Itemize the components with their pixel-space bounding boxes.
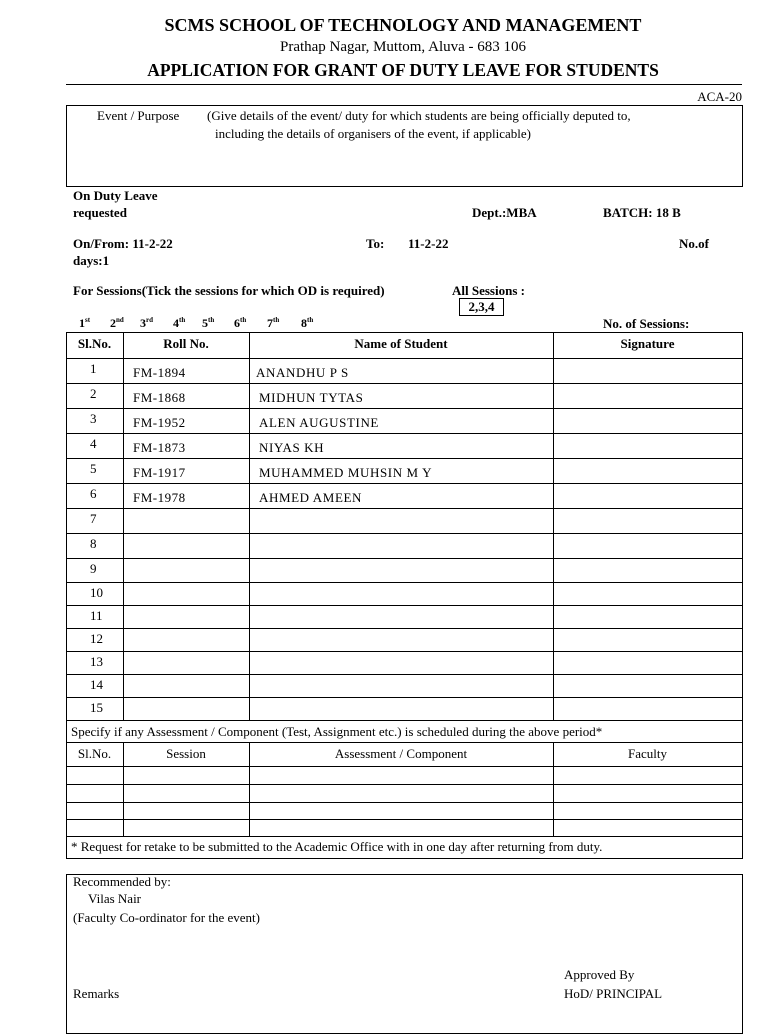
table-column-rule [249, 332, 250, 720]
batch: BATCH: 18 B [603, 205, 681, 220]
coordinator-label: (Faculty Co-ordinator for the event) [73, 910, 260, 925]
row-sl-no: 12 [90, 631, 103, 646]
recommendation-box [66, 874, 743, 1034]
row-sl-no: 15 [90, 700, 103, 715]
form-code: ACA-20 [697, 89, 742, 104]
table-rule [66, 358, 743, 359]
table-rule [66, 766, 743, 767]
selected-sessions: 2,3,4 [459, 298, 504, 316]
table-rule [66, 433, 743, 434]
session-8: 8th [301, 316, 314, 330]
table-rule [66, 458, 743, 459]
table-rule [66, 582, 743, 583]
row-sl-no: 7 [90, 511, 97, 526]
row-sl-no: 11 [90, 608, 103, 623]
table-rule [66, 605, 743, 606]
remarks-label: Remarks [73, 986, 120, 1001]
recommended-by-label: Recommended by: [73, 874, 171, 889]
table-rule [66, 674, 743, 675]
table-header: Roll No. [163, 336, 209, 351]
row-roll-no: FM-1917 [133, 465, 186, 480]
table-rule [66, 483, 743, 484]
table-rule [66, 858, 743, 859]
row-sl-no: 3 [90, 411, 97, 426]
event-instruction-line2: including the details of organisers of the event, if applicable) [215, 126, 531, 141]
to-label: To: [366, 236, 385, 251]
table-rule [66, 836, 743, 837]
row-student-name: NIYAS KH [259, 440, 325, 455]
table-column-rule [553, 332, 554, 720]
row-sl-no: 2 [90, 386, 97, 401]
row-sl-no: 1 [90, 361, 97, 376]
table-header: Sl.No. [77, 336, 112, 351]
from-date: On/From: 11-2-22 [73, 236, 173, 251]
session-7: 7th [267, 316, 280, 330]
table-rule [66, 720, 743, 721]
assessment-header: Assessment / Component [334, 746, 468, 761]
row-student-name: MIDHUN TYTAS [259, 390, 364, 405]
approved-by-label: Approved By [564, 967, 635, 982]
approver-title: HoD/ PRINCIPAL [564, 986, 663, 1001]
table-rule [66, 697, 743, 698]
faculty-name: Vilas Nair [88, 891, 142, 906]
table-rule [66, 533, 743, 534]
table-rule [66, 819, 743, 820]
session-2: 2nd [110, 316, 124, 330]
event-purpose-label: Event / Purpose [97, 108, 180, 123]
event-instruction-line1: (Give details of the event/ duty for which students are being officially deputed to, [207, 108, 631, 123]
row-roll-no: FM-1873 [133, 440, 186, 455]
table-column-rule [66, 332, 67, 720]
table-column-rule [123, 332, 124, 720]
row-student-name: ANANDHU P S [256, 365, 349, 380]
table-column-rule [742, 720, 743, 858]
institution-address: Prathap Nagar, Muttom, Aluva - 683 106 [279, 39, 527, 55]
sessions-label: For Sessions(Tick the sessions for which OD is required) [73, 283, 385, 298]
assessment-header: Sl.No. [77, 746, 112, 761]
assessment-header: Faculty [628, 746, 667, 761]
row-roll-no: FM-1894 [133, 365, 186, 380]
table-rule [66, 508, 743, 509]
to-date: 11-2-22 [408, 236, 449, 251]
row-student-name: MUHAMMED MUHSIN M Y [259, 465, 433, 480]
retake-footnote: * Request for retake to be submitted to the Academic Office with in one day after returning from duty. [71, 839, 603, 854]
table-column-rule [742, 332, 743, 720]
table-rule [66, 628, 743, 629]
no-of-label: No.of [679, 236, 709, 251]
table-rule [66, 332, 743, 333]
table-rule [66, 784, 743, 785]
table-rule [66, 383, 743, 384]
row-student-name: ALEN AUGUSTINE [259, 415, 379, 430]
table-rule [66, 742, 743, 743]
row-student-name: AHMED AMEEN [259, 490, 363, 505]
row-sl-no: 9 [90, 561, 97, 576]
header-rule [66, 84, 742, 85]
row-roll-no: FM-1952 [133, 415, 186, 430]
on-duty-label: On Duty Leave [73, 188, 158, 203]
all-sessions-label: All Sessions : [452, 283, 525, 298]
table-header: Signature [620, 336, 675, 351]
table-rule [66, 558, 743, 559]
form-title: APPLICATION FOR GRANT OF DUTY LEAVE FOR STUDENTS [147, 60, 659, 80]
table-rule [66, 802, 743, 803]
row-roll-no: FM-1978 [133, 490, 186, 505]
no-of-sessions-label: No. of Sessions: [603, 316, 690, 331]
row-sl-no: 14 [90, 677, 103, 692]
table-column-rule [66, 720, 67, 858]
table-rule [66, 408, 743, 409]
session-3: 3rd [140, 316, 153, 330]
row-sl-no: 5 [90, 461, 97, 476]
institution-name: SCMS SCHOOL OF TECHNOLOGY AND MANAGEMENT [164, 15, 642, 35]
session-6: 6th [234, 316, 247, 330]
assessment-note: Specify if any Assessment / Component (Test, Assignment etc.) is scheduled during the above period* [71, 724, 603, 739]
session-1: 1st [79, 316, 91, 330]
table-rule [66, 651, 743, 652]
row-sl-no: 8 [90, 536, 97, 551]
requested-label: requested [73, 205, 127, 220]
table-header: Name of Student [354, 336, 448, 351]
row-sl-no: 6 [90, 486, 97, 501]
department: Dept.:MBA [472, 205, 537, 220]
row-sl-no: 13 [90, 654, 103, 669]
session-5: 5th [202, 316, 215, 330]
days-count: days:1 [73, 253, 110, 268]
row-roll-no: FM-1868 [133, 390, 186, 405]
assessment-header: Session [166, 746, 206, 761]
row-sl-no: 10 [90, 585, 103, 600]
session-4: 4th [173, 316, 186, 330]
row-sl-no: 4 [90, 436, 97, 451]
